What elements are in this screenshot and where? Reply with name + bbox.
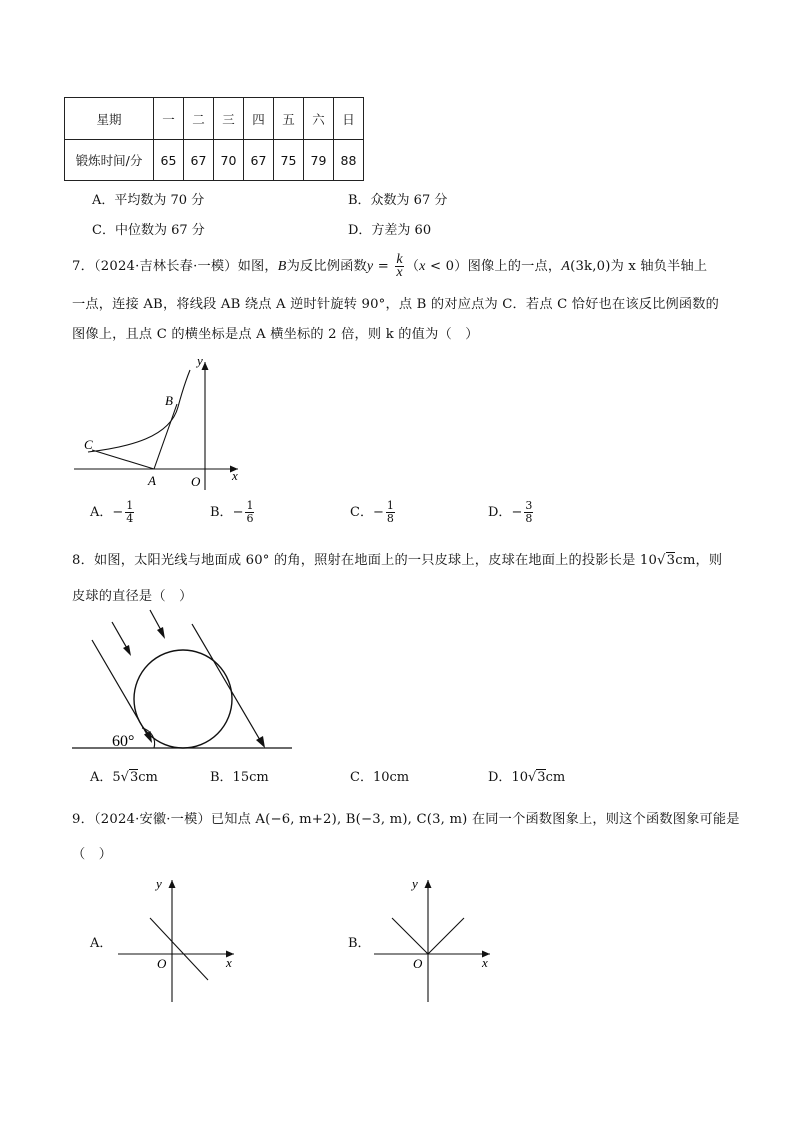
q7-stem-line-2: 一点，连接 AB，将线段 AB 绕点 A 逆时针旋转 90°，点 B 的对应点为 C．若点 C 恰好也在该反比例函数的 (72, 297, 720, 312)
q9-stem-line-1: 9．（2024·安徽·一模）已知点 A(−6, m+2), B(−3, m), C(3, m) 在同一个函数图象上，则这个函数图象可能是 (72, 812, 740, 827)
q7-option-b-fraction: $\frac{1}{6}$ (246, 499, 254, 525)
table-header-label: 星期 (65, 98, 154, 140)
q8-stem-line-1: 8．如图，太阳光线与地面成 60° 的角，照射在地面上的一只皮球上，皮球在地面上的投影长是 10√3cm，则 (72, 553, 723, 568)
k-over-x-fraction: $\frac{k}{x}$ (396, 252, 403, 280)
left-sun-ray (92, 640, 148, 736)
table-row-label: 锻炼时间/分 (65, 140, 154, 181)
q9-stem-line-2: （ ） (72, 847, 113, 862)
q9-option-a-label[interactable]: A． (90, 936, 113, 951)
right-ray-arrow (256, 736, 265, 748)
q8-option-a[interactable]: A．5√3cm (90, 770, 158, 785)
q8-stem-line-2: 皮球的直径是（ ） (72, 589, 193, 604)
q8-option-c[interactable]: C．10cm (350, 770, 410, 785)
table-value-cell: 67 (184, 140, 214, 181)
q7-figure (70, 352, 250, 492)
point-b-label: B (165, 393, 173, 408)
q6-option-d[interactable]: D．方差为 60 (348, 223, 432, 238)
table-day-cell: 五 (274, 98, 304, 140)
table-day-cell: 四 (244, 98, 274, 140)
q7-option-a[interactable]: A．− $\frac{1}{4}$ (90, 499, 134, 525)
q9-graph-b[interactable] (368, 874, 498, 1006)
q7-stem-line-1: 7．（2024·吉林长春·一模）如图，B为反比例函数y = $\frac{k}{x}$ （x < 0）图像上的一点，A(3k,0)为 x 轴负半轴上 (72, 252, 708, 280)
table-value-cell: 75 (274, 140, 304, 181)
point-c-label: C (84, 437, 93, 452)
origin-label: O (413, 956, 423, 971)
q9-graph-a[interactable] (112, 874, 242, 1006)
table-value-cell: 70 (214, 140, 244, 181)
segment-ac (92, 450, 154, 469)
q7-option-b[interactable]: B．− $\frac{1}{6}$ (210, 499, 254, 525)
q6-option-a[interactable]: A．平均数为 70 分 (92, 193, 205, 208)
table-value-cell: 65 (154, 140, 184, 181)
table-day-cell: 六 (304, 98, 334, 140)
q7-option-d[interactable]: D．− $\frac{3}{8}$ (488, 499, 533, 525)
origin-label: O (191, 474, 201, 489)
table-header-row (65, 98, 364, 140)
q8-figure (70, 608, 300, 758)
q6-option-b[interactable]: B．众数为 67 分 (348, 193, 448, 208)
q7-option-c-fraction: $\frac{1}{8}$ (386, 499, 394, 525)
q7-option-a-fraction: $\frac{1}{4}$ (126, 499, 134, 525)
q9-option-b-label[interactable]: B． (348, 936, 371, 951)
y-axis-arrow (169, 880, 176, 888)
x-axis-label: x (232, 468, 238, 483)
y-axis-label: y (412, 876, 418, 891)
origin-label: O (157, 956, 167, 971)
x-axis-label: x (226, 955, 232, 970)
table-day-cell: 三 (214, 98, 244, 140)
sun-arrow-2-head (157, 627, 165, 639)
table-day-cell: 一 (154, 98, 184, 140)
q7-option-c[interactable]: C．− $\frac{1}{8}$ (350, 499, 394, 525)
point-a-label: A (148, 473, 156, 488)
q8-option-b[interactable]: B．15cm (210, 770, 269, 785)
y-axis-arrow (425, 880, 432, 888)
sun-arrow-1-head (123, 645, 131, 656)
table-day-cell: 日 (334, 98, 364, 140)
exercise-time-table (64, 97, 364, 181)
segment-ab (154, 404, 177, 469)
q8-option-d[interactable]: D．10√3cm (488, 770, 566, 785)
table-value-cell: 79 (304, 140, 334, 181)
table-value-row (65, 140, 364, 181)
angle-label: 60° (112, 733, 135, 750)
table-value-cell: 67 (244, 140, 274, 181)
sun-arrow-1 (112, 622, 128, 650)
y-axis-label: y (156, 876, 162, 891)
table-value-cell: 88 (334, 140, 364, 181)
q7-option-d-fraction: $\frac{3}{8}$ (525, 499, 533, 525)
q6-option-c[interactable]: C．中位数为 67 分 (92, 223, 205, 238)
table-day-cell: 二 (184, 98, 214, 140)
y-axis-label: y (197, 353, 203, 368)
q7-stem-line-3: 图像上，且点 C 的横坐标是点 A 横坐标的 2 倍，则 k 的值为（ ） (72, 327, 479, 342)
x-axis-label: x (482, 955, 488, 970)
